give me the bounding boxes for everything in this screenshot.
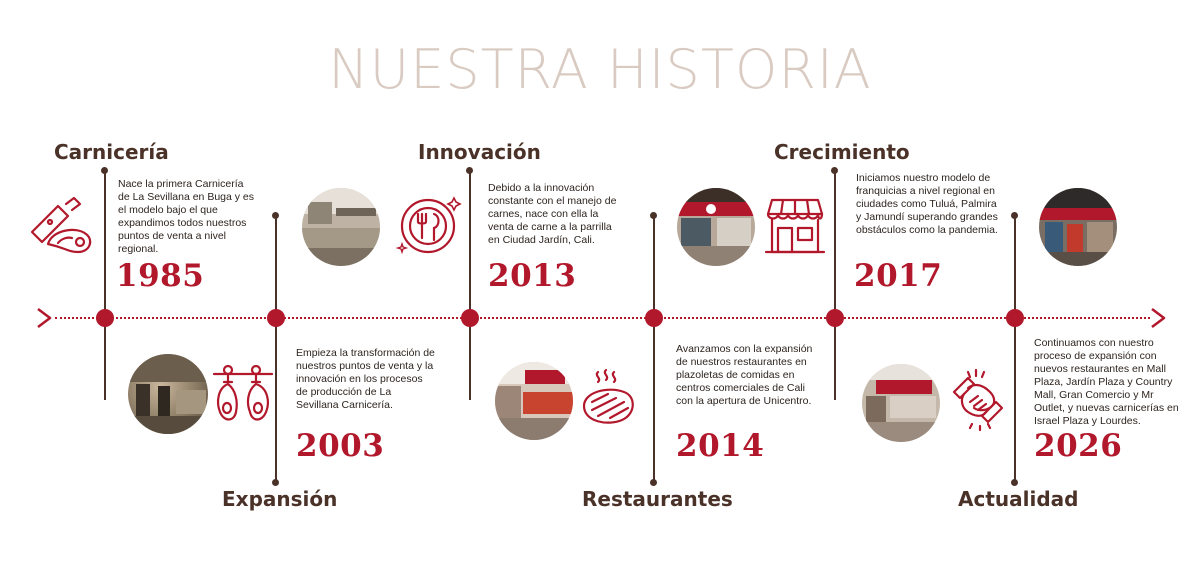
- timeline-node: [826, 309, 844, 327]
- timeline-node: [267, 309, 285, 327]
- milestone-stem: [469, 170, 471, 320]
- stem-end-dot: [272, 479, 279, 486]
- stem-end-dot: [650, 212, 657, 219]
- milestone-heading: Restaurantes: [582, 487, 733, 511]
- stem-end-dot: [831, 167, 838, 174]
- milestone-stem: [1014, 320, 1016, 482]
- timeline-node: [461, 309, 479, 327]
- store-front-photo: [302, 188, 380, 266]
- timeline-axis: [55, 317, 1150, 319]
- milestone-year: 1985: [116, 258, 205, 294]
- milestone-year: 2013: [488, 258, 577, 294]
- butcher-shop-photo: [128, 354, 208, 434]
- milestone-stem: [834, 320, 836, 400]
- milestone-stem: [653, 215, 655, 320]
- milestone-heading: Innovación: [418, 140, 541, 164]
- handshake-icon: [946, 368, 1010, 432]
- milestone-description: Debido a la innovación constante con el manejo de carnes, nace con ella la venta de carne a la parrilla en Ciudad Jardín, Cali.: [488, 182, 617, 246]
- timeline-node: [96, 309, 114, 327]
- stem-end-dot: [1011, 479, 1018, 486]
- chevron-right-icon: [1148, 306, 1170, 330]
- stem-end-dot: [101, 167, 108, 174]
- milestone-description: Iniciamos nuestro modelo de franquicias a nivel regional en ciudades como Tuluá, Palmira y Jamundí superando grandes obstáculos como la pandemia.: [856, 172, 998, 236]
- milestone-description: Continuamos con nuestro proceso de expansión con nuevos restaurantes en Mall Plaza, Jardín Plaza y Country Mall, Gran Comercio y Mr Outlet, y nuevas carnicerías en Israel Plaza y Lourdes.: [1034, 337, 1179, 427]
- milestone-description: Nace la primera Carnicería de La Sevillana en Buga y es el modelo bajo el que expandimos todos nuestros puntos de venta a nivel regional.: [118, 178, 255, 255]
- franchise-photo: [862, 364, 940, 442]
- plate-cutlery-icon: [396, 192, 462, 258]
- stem-end-dot: [466, 167, 473, 174]
- milestone-heading: Expansión: [222, 487, 338, 511]
- storefront-icon: [764, 196, 826, 256]
- milestone-stem: [469, 320, 471, 400]
- stem-end-dot: [1011, 212, 1018, 219]
- timeline-node: [1006, 309, 1024, 327]
- milestone-year: 2003: [296, 428, 385, 464]
- milestone-heading: Carnicería: [54, 140, 169, 164]
- milestone-stem: [275, 320, 277, 482]
- milestone-stem: [834, 170, 836, 320]
- steak-icon: [578, 368, 638, 428]
- milestone-stem: [104, 170, 106, 320]
- milestone-stem: [104, 320, 106, 400]
- hanging-meat-icon: [212, 362, 274, 424]
- chevron-right-icon: [34, 306, 56, 330]
- milestone-heading: Actualidad: [958, 487, 1079, 511]
- milestone-description: Avanzamos con la expansión de nuestros restaurantes en plazoletas de comidas en centros comerciales de Cali con la apertura de Unicentro.: [676, 343, 813, 407]
- milestone-stem: [653, 320, 655, 482]
- page-title: NUESTRA HISTORIA: [328, 38, 872, 101]
- butcher-knife-meat-icon: [28, 196, 98, 256]
- milestone-year: 2014: [676, 428, 765, 464]
- milestone-heading: Crecimiento: [774, 140, 910, 164]
- milestone-year: 2017: [854, 258, 943, 294]
- restaurant-photo: [677, 188, 755, 266]
- mall-restaurant-photo: [1039, 188, 1117, 266]
- milestone-stem: [275, 215, 277, 320]
- milestone-year: 2026: [1034, 428, 1123, 464]
- stem-end-dot: [272, 212, 279, 219]
- milestone-stem: [1014, 215, 1016, 320]
- timeline-node: [645, 309, 663, 327]
- stem-end-dot: [650, 479, 657, 486]
- milestone-description: Empieza la transformación de nuestros puntos de venta y la innovación en los procesos de producción de La Sevillana Carnicería.: [296, 347, 435, 411]
- counter-photo: [495, 362, 573, 440]
